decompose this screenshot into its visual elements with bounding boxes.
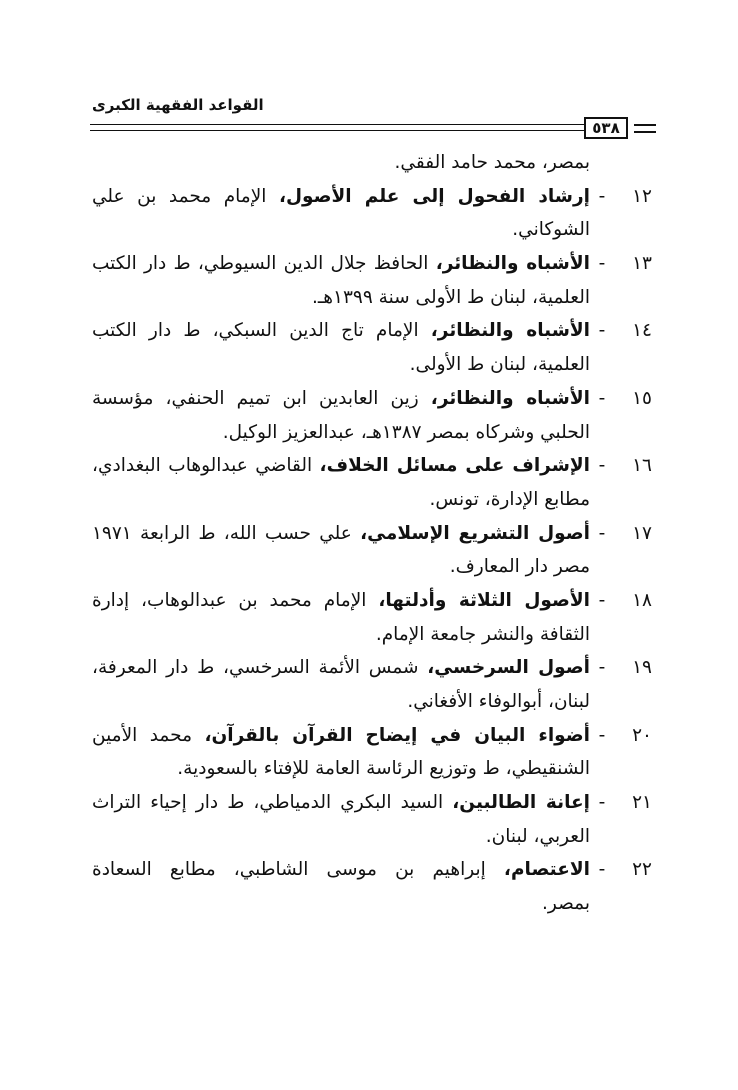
entry-details: الإمام تاج الدين السبكي، ط دار الكتب bbox=[92, 320, 431, 342]
bibliography-list bbox=[92, 146, 652, 921]
entry-text bbox=[92, 247, 590, 281]
entry-number: ٢٢ bbox=[632, 859, 652, 881]
entry-first-line bbox=[92, 853, 652, 887]
bibliography-entry bbox=[92, 719, 652, 786]
entry-title: الأصول الثلاثة وأدلتها، bbox=[378, 589, 590, 611]
entry-details: شمس الأئمة السرخسي، ط دار المعرفة، bbox=[92, 657, 428, 679]
entry-continuation: مطابع الإدارة، تونس. bbox=[429, 488, 590, 510]
entry-title: إرشاد الفحول إلى علم الأصول، bbox=[278, 185, 590, 207]
entry-first-line bbox=[92, 517, 652, 551]
entry-text bbox=[92, 180, 590, 214]
entry-dash: - bbox=[598, 455, 606, 477]
entry-number: ١٨ bbox=[632, 589, 652, 611]
entry-first-line bbox=[92, 314, 652, 348]
entry-first-line bbox=[92, 719, 652, 753]
entry-number: ١٦ bbox=[632, 455, 652, 477]
page-number-dash-bottom bbox=[634, 131, 656, 133]
entry-details: الحافظ جلال الدين السيوطي، ط دار الكتب bbox=[92, 253, 436, 275]
entry-dash: - bbox=[598, 253, 606, 275]
entry-continuation: العلمية، لبنان ط الأولى. bbox=[409, 354, 590, 376]
bibliography-entry bbox=[92, 651, 652, 718]
entries-container bbox=[92, 180, 652, 921]
entry-details: محمد الأمين bbox=[92, 724, 205, 746]
entry-first-line bbox=[92, 584, 652, 618]
bibliography-entry bbox=[92, 180, 652, 247]
entry-continuation: الشوكاني. bbox=[512, 219, 590, 241]
entry-text bbox=[92, 314, 590, 348]
bibliography-entry bbox=[92, 584, 652, 651]
entry-first-line bbox=[92, 247, 652, 281]
entry-details: القاضي عبدالوهاب البغدادي، bbox=[92, 455, 320, 477]
entry-title: الأشباه والنظائر، bbox=[430, 387, 590, 409]
bibliography-entry bbox=[92, 247, 652, 314]
entry-details: الإمام محمد بن علي bbox=[92, 185, 279, 207]
entry-title: الاعتصام، bbox=[503, 859, 590, 881]
entry-dash: - bbox=[598, 859, 606, 881]
entry-number: ١٧ bbox=[632, 522, 652, 544]
entry-continuation: مصر دار المعارف. bbox=[449, 556, 590, 578]
entry-text bbox=[92, 584, 590, 618]
entry-first-line bbox=[92, 382, 652, 416]
entry-dash: - bbox=[598, 185, 606, 207]
entry-text bbox=[92, 517, 590, 551]
header-rule-bottom bbox=[90, 130, 586, 131]
header-rule-top bbox=[90, 124, 586, 125]
entry-dash: - bbox=[598, 657, 606, 679]
entry-title: الأشباه والنظائر، bbox=[435, 253, 590, 275]
entry-text bbox=[92, 786, 590, 820]
entry-title: أصول التشريع الإسلامي، bbox=[360, 522, 590, 544]
entry-number: ٢١ bbox=[632, 792, 652, 814]
entry-number: ١٤ bbox=[632, 320, 652, 342]
entry-title: أصول السرخسي، bbox=[427, 657, 590, 679]
bibliography-entry bbox=[92, 786, 652, 853]
intro-line: بمصر، محمد حامد الفقي. bbox=[394, 152, 590, 173]
entry-number: ١٩ bbox=[632, 657, 652, 679]
entry-number: ٢٠ bbox=[632, 724, 652, 746]
entry-details: الإمام محمد بن عبدالوهاب، إدارة bbox=[92, 589, 379, 611]
entry-dash: - bbox=[598, 522, 606, 544]
entry-text bbox=[92, 382, 590, 416]
bibliography-entry bbox=[92, 517, 652, 584]
entry-first-line bbox=[92, 180, 652, 214]
bibliography-entry bbox=[92, 314, 652, 381]
entry-number: ١٣ bbox=[632, 253, 652, 275]
page-number: ٥٣٨ bbox=[584, 117, 628, 139]
entry-number: ١٥ bbox=[632, 387, 652, 409]
entry-dash: - bbox=[598, 589, 606, 611]
entry-first-line bbox=[92, 786, 652, 820]
entry-continuation: الثقافة والنشر جامعة الإمام. bbox=[375, 623, 590, 645]
entry-text bbox=[92, 449, 590, 483]
entry-continuation: العلمية، لبنان ط الأولى سنة ١٣٩٩هـ. bbox=[311, 286, 590, 308]
entry-title: الأشباه والنظائر، bbox=[430, 320, 590, 342]
entry-title: الإشراف على مسائل الخلاف، bbox=[319, 455, 590, 477]
bibliography-entry bbox=[92, 449, 652, 516]
entry-dash: - bbox=[598, 320, 606, 342]
running-title: القواعد الفقهية الكبرى bbox=[92, 96, 264, 114]
entry-title: أضواء البيان في إيضاح القرآن بالقرآن، bbox=[204, 724, 590, 746]
entry-number: ١٢ bbox=[632, 185, 652, 207]
entry-text bbox=[92, 853, 590, 887]
entry-details: زين العابدين ابن تميم الحنفي، مؤسسة bbox=[92, 387, 431, 409]
page-number-dash-top bbox=[634, 124, 656, 126]
bibliography-entry bbox=[92, 853, 652, 920]
entry-continuation: لبنان، أبوالوفاء الأفغاني. bbox=[407, 691, 590, 712]
entry-continuation: بمصر. bbox=[542, 893, 590, 915]
entry-details: علي حسب الله، ط الرابعة ١٩٧١ bbox=[92, 522, 361, 544]
entry-dash: - bbox=[598, 792, 606, 814]
entry-text bbox=[92, 651, 590, 685]
entry-details: السيد البكري الدمياطي، ط دار إحياء التراث bbox=[92, 792, 453, 814]
entry-first-line bbox=[92, 651, 652, 685]
entry-first-line bbox=[92, 449, 652, 483]
entry-continuation: العربي، لبنان. bbox=[485, 825, 590, 847]
entry-continuation: الحلبي وشركاه بمصر ١٣٨٧هـ، عبدالعزيز الوكيل. bbox=[222, 421, 590, 443]
entry-dash: - bbox=[598, 724, 606, 746]
entry-title: إعانة الطالبين، bbox=[452, 792, 590, 814]
entry-dash: - bbox=[598, 387, 606, 409]
entry-text bbox=[92, 719, 590, 753]
entry-continuation: الشنقيطي، ط وتوزيع الرئاسة العامة للإفتاء بالسعودية. bbox=[177, 758, 590, 780]
bibliography-entry bbox=[92, 382, 652, 449]
entry-details: إبراهيم بن موسى الشاطبي، مطابع السعادة bbox=[92, 859, 504, 881]
